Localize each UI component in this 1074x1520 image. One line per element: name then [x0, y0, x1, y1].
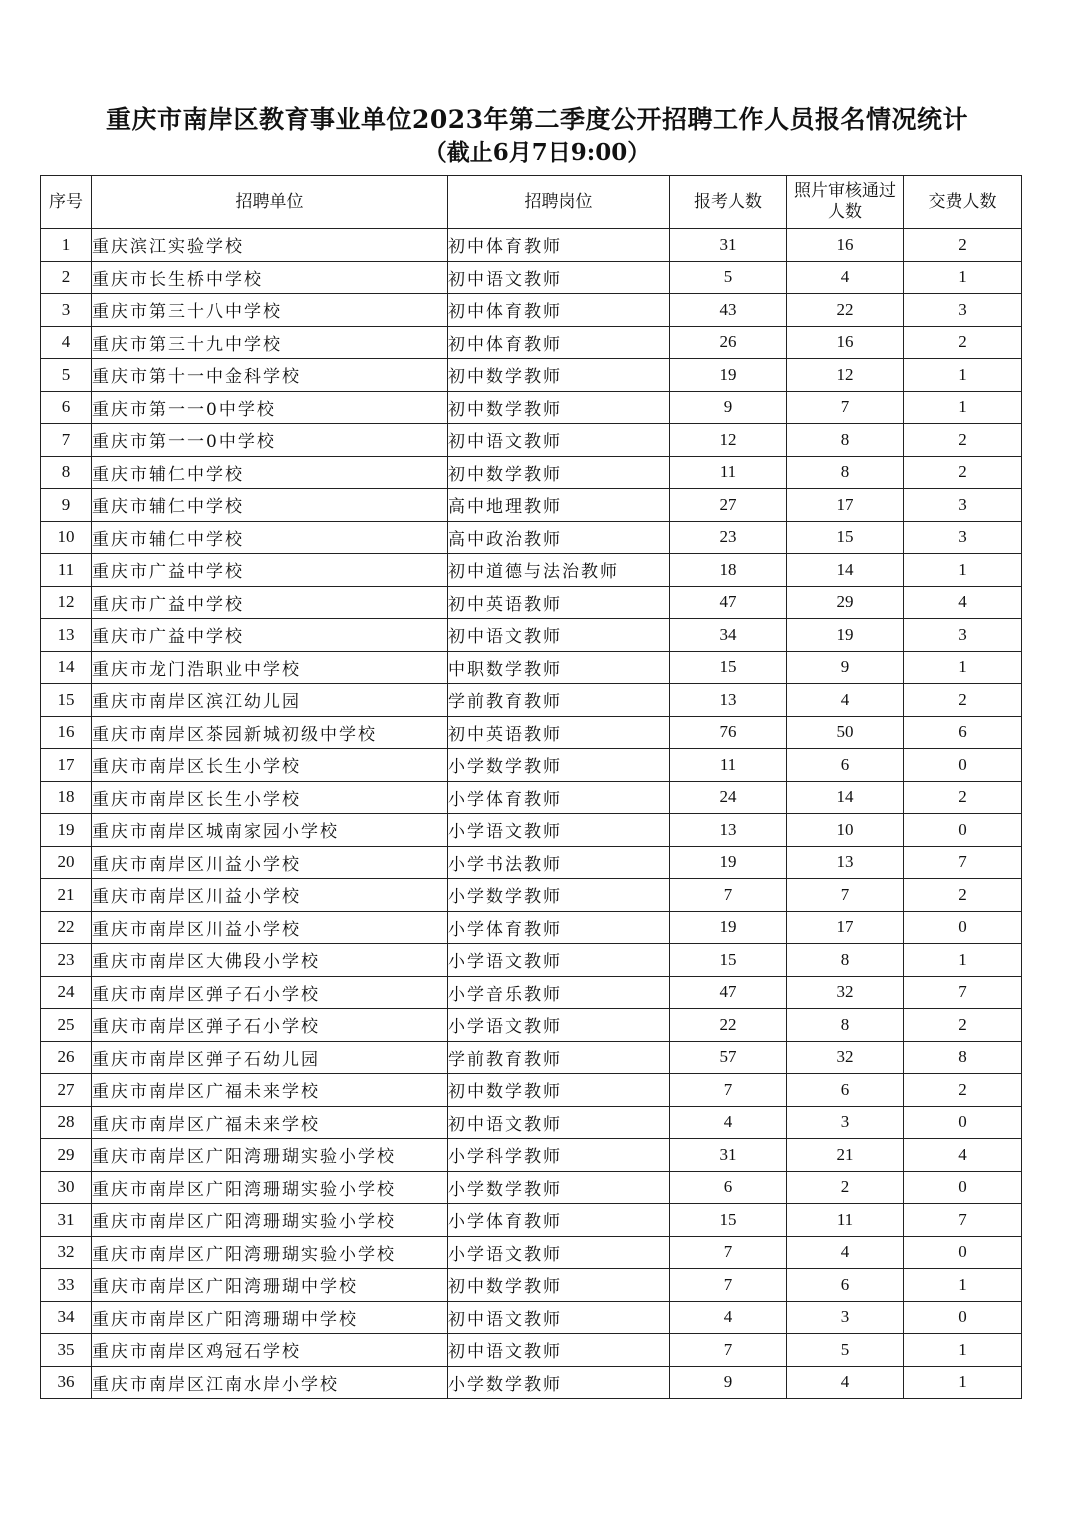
table-row [41, 1269, 1022, 1302]
applicant-count: 4 [670, 1301, 787, 1334]
applicant-count: 19 [670, 911, 787, 944]
photo-approved-count: 2 [787, 1171, 904, 1204]
applicant-count: 15 [670, 651, 787, 684]
recruiting-unit: 重庆市南岸区广阳湾珊瑚实验小学校 [92, 1139, 448, 1172]
paid-count: 2 [904, 326, 1022, 359]
recruiting-post: 初中数学教师 [448, 391, 670, 424]
recruiting-post: 小学数学教师 [448, 879, 670, 912]
row-index: 33 [41, 1269, 92, 1302]
paid-count: 2 [904, 1009, 1022, 1042]
photo-approved-count: 11 [787, 1204, 904, 1237]
paid-count: 6 [904, 716, 1022, 749]
applicant-count: 18 [670, 554, 787, 587]
row-index: 1 [41, 229, 92, 262]
row-index: 7 [41, 424, 92, 457]
paid-count: 1 [904, 359, 1022, 392]
recruiting-unit: 重庆市第一一0中学校 [92, 424, 448, 457]
row-index: 4 [41, 326, 92, 359]
paid-count: 2 [904, 684, 1022, 717]
recruiting-unit: 重庆市南岸区大佛段小学校 [92, 944, 448, 977]
photo-approved-count: 6 [787, 1074, 904, 1107]
recruiting-unit: 重庆市辅仁中学校 [92, 521, 448, 554]
applicant-count: 43 [670, 294, 787, 327]
table-row [41, 1301, 1022, 1334]
table-row [41, 879, 1022, 912]
recruiting-post: 小学语文教师 [448, 814, 670, 847]
photo-approved-count: 4 [787, 684, 904, 717]
applicant-count: 7 [670, 1334, 787, 1367]
table-row [41, 326, 1022, 359]
photo-approved-count: 17 [787, 489, 904, 522]
document-title: 重庆市南岸区教育事业单位2023年第二季度公开招聘工作人员报名情况统计 [105, 105, 969, 134]
table-row [41, 294, 1022, 327]
recruiting-post: 高中政治教师 [448, 521, 670, 554]
table-row [41, 1139, 1022, 1172]
row-index: 22 [41, 911, 92, 944]
table-row [41, 1236, 1022, 1269]
recruiting-unit: 重庆市广益中学校 [92, 586, 448, 619]
paid-count: 2 [904, 879, 1022, 912]
row-index: 35 [41, 1334, 92, 1367]
photo-approved-count: 4 [787, 1236, 904, 1269]
paid-count: 2 [904, 1074, 1022, 1107]
applicant-count: 26 [670, 326, 787, 359]
table-row [41, 716, 1022, 749]
recruiting-unit: 重庆市南岸区广福未来学校 [92, 1074, 448, 1107]
table-row [41, 684, 1022, 717]
recruiting-unit: 重庆市第三十九中学校 [92, 326, 448, 359]
recruiting-unit: 重庆市长生桥中学校 [92, 261, 448, 294]
recruiting-unit: 重庆市第三十八中学校 [92, 294, 448, 327]
photo-approved-count: 8 [787, 424, 904, 457]
paid-count: 0 [904, 1236, 1022, 1269]
row-index: 25 [41, 1009, 92, 1042]
recruiting-post: 小学数学教师 [448, 749, 670, 782]
row-index: 20 [41, 846, 92, 879]
row-index: 8 [41, 456, 92, 489]
applicant-count: 19 [670, 846, 787, 879]
row-index: 29 [41, 1139, 92, 1172]
table-body [41, 229, 1022, 1399]
paid-count: 1 [904, 554, 1022, 587]
photo-approved-count: 16 [787, 229, 904, 262]
paid-count: 1 [904, 1366, 1022, 1399]
photo-approved-count: 9 [787, 651, 904, 684]
recruiting-post: 初中数学教师 [448, 1269, 670, 1302]
recruiting-unit: 重庆市南岸区广阳湾珊瑚实验小学校 [92, 1204, 448, 1237]
paid-count: 0 [904, 911, 1022, 944]
table-row [41, 521, 1022, 554]
row-index: 28 [41, 1106, 92, 1139]
table-row [41, 846, 1022, 879]
paid-count: 7 [904, 976, 1022, 1009]
recruiting-post: 初中英语教师 [448, 716, 670, 749]
table-row [41, 1334, 1022, 1367]
photo-approved-count: 22 [787, 294, 904, 327]
photo-approved-count: 4 [787, 1366, 904, 1399]
applicant-count: 13 [670, 684, 787, 717]
recruiting-post: 初中语文教师 [448, 1301, 670, 1334]
paid-count: 1 [904, 1334, 1022, 1367]
table-row [41, 359, 1022, 392]
recruiting-unit: 重庆市南岸区江南水岸小学校 [92, 1366, 448, 1399]
recruiting-unit: 重庆市广益中学校 [92, 554, 448, 587]
photo-approved-count: 8 [787, 456, 904, 489]
applicant-count: 9 [670, 391, 787, 424]
row-index: 11 [41, 554, 92, 587]
row-index: 31 [41, 1204, 92, 1237]
header-index: 序号 [41, 176, 92, 229]
table-row [41, 261, 1022, 294]
table-row [41, 944, 1022, 977]
paid-count: 0 [904, 749, 1022, 782]
photo-approved-count: 17 [787, 911, 904, 944]
photo-approved-count: 7 [787, 391, 904, 424]
applicant-count: 19 [670, 359, 787, 392]
paid-count: 0 [904, 814, 1022, 847]
paid-count: 2 [904, 456, 1022, 489]
header-unit: 招聘单位 [92, 176, 448, 229]
row-index: 14 [41, 651, 92, 684]
table-row [41, 619, 1022, 652]
table-row [41, 911, 1022, 944]
recruiting-post: 初中语文教师 [448, 1106, 670, 1139]
recruiting-unit: 重庆市广益中学校 [92, 619, 448, 652]
applicant-count: 12 [670, 424, 787, 457]
row-index: 32 [41, 1236, 92, 1269]
table-row [41, 814, 1022, 847]
applicant-count: 15 [670, 1204, 787, 1237]
recruiting-post: 初中数学教师 [448, 359, 670, 392]
paid-count: 3 [904, 489, 1022, 522]
paid-count: 0 [904, 1171, 1022, 1204]
recruiting-post: 初中体育教师 [448, 326, 670, 359]
recruiting-post: 小学音乐教师 [448, 976, 670, 1009]
header-photo-approved: 照片审核通过人数 [787, 176, 904, 229]
applicant-count: 47 [670, 976, 787, 1009]
row-index: 26 [41, 1041, 92, 1074]
table-row [41, 489, 1022, 522]
recruiting-unit: 重庆市辅仁中学校 [92, 456, 448, 489]
recruiting-post: 学前教育教师 [448, 684, 670, 717]
paid-count: 1 [904, 261, 1022, 294]
recruiting-unit: 重庆市南岸区川益小学校 [92, 879, 448, 912]
applicant-count: 57 [670, 1041, 787, 1074]
paid-count: 4 [904, 1139, 1022, 1172]
applicant-count: 22 [670, 1009, 787, 1042]
table-row [41, 1171, 1022, 1204]
row-index: 13 [41, 619, 92, 652]
photo-approved-count: 13 [787, 846, 904, 879]
recruiting-unit: 重庆市南岸区广阳湾珊瑚中学校 [92, 1269, 448, 1302]
applicant-count: 76 [670, 716, 787, 749]
row-index: 34 [41, 1301, 92, 1334]
applicant-count: 7 [670, 1074, 787, 1107]
recruiting-post: 小学体育教师 [448, 781, 670, 814]
table-row [41, 781, 1022, 814]
row-index: 9 [41, 489, 92, 522]
document-subtitle: （截止6月7日9:00） [423, 139, 651, 166]
paid-count: 1 [904, 1269, 1022, 1302]
recruiting-unit: 重庆市南岸区川益小学校 [92, 911, 448, 944]
paid-count: 8 [904, 1041, 1022, 1074]
paid-count: 7 [904, 1204, 1022, 1237]
recruiting-post: 小学数学教师 [448, 1171, 670, 1204]
registration-table [40, 175, 1022, 1399]
recruiting-unit: 重庆滨江实验学校 [92, 229, 448, 262]
recruiting-unit: 重庆市南岸区茶园新城初级中学校 [92, 716, 448, 749]
recruiting-unit: 重庆市南岸区弹子石小学校 [92, 976, 448, 1009]
photo-approved-count: 14 [787, 554, 904, 587]
recruiting-unit: 重庆市南岸区广阳湾珊瑚实验小学校 [92, 1171, 448, 1204]
row-index: 19 [41, 814, 92, 847]
paid-count: 2 [904, 781, 1022, 814]
applicant-count: 7 [670, 879, 787, 912]
table-row [41, 976, 1022, 1009]
row-index: 10 [41, 521, 92, 554]
applicant-count: 6 [670, 1171, 787, 1204]
row-index: 5 [41, 359, 92, 392]
row-index: 17 [41, 749, 92, 782]
photo-approved-count: 8 [787, 944, 904, 977]
row-index: 18 [41, 781, 92, 814]
recruiting-unit: 重庆市龙门浩职业中学校 [92, 651, 448, 684]
applicant-count: 23 [670, 521, 787, 554]
photo-approved-count: 4 [787, 261, 904, 294]
applicant-count: 5 [670, 261, 787, 294]
photo-approved-count: 16 [787, 326, 904, 359]
recruiting-post: 初中语文教师 [448, 424, 670, 457]
table-row [41, 391, 1022, 424]
row-index: 2 [41, 261, 92, 294]
recruiting-post: 高中地理教师 [448, 489, 670, 522]
recruiting-unit: 重庆市第十一中金科学校 [92, 359, 448, 392]
table-row [41, 749, 1022, 782]
applicant-count: 15 [670, 944, 787, 977]
paid-count: 1 [904, 651, 1022, 684]
paid-count: 2 [904, 229, 1022, 262]
photo-approved-count: 5 [787, 1334, 904, 1367]
recruiting-unit: 重庆市南岸区长生小学校 [92, 749, 448, 782]
header-paid: 交费人数 [904, 176, 1022, 229]
paid-count: 1 [904, 391, 1022, 424]
paid-count: 0 [904, 1106, 1022, 1139]
recruiting-post: 初中数学教师 [448, 1074, 670, 1107]
paid-count: 1 [904, 944, 1022, 977]
recruiting-post: 初中语文教师 [448, 261, 670, 294]
applicant-count: 7 [670, 1269, 787, 1302]
applicant-count: 13 [670, 814, 787, 847]
photo-approved-count: 6 [787, 749, 904, 782]
table-row [41, 1204, 1022, 1237]
header-post: 招聘岗位 [448, 176, 670, 229]
table-row [41, 1041, 1022, 1074]
applicant-count: 31 [670, 1139, 787, 1172]
paid-count: 3 [904, 521, 1022, 554]
paid-count: 3 [904, 619, 1022, 652]
recruiting-post: 小学书法教师 [448, 846, 670, 879]
table-row [41, 554, 1022, 587]
row-index: 23 [41, 944, 92, 977]
recruiting-post: 初中道德与法治教师 [448, 554, 670, 587]
row-index: 27 [41, 1074, 92, 1107]
photo-approved-count: 12 [787, 359, 904, 392]
photo-approved-count: 32 [787, 1041, 904, 1074]
recruiting-unit: 重庆市南岸区川益小学校 [92, 846, 448, 879]
applicant-count: 4 [670, 1106, 787, 1139]
recruiting-unit: 重庆市南岸区滨江幼儿园 [92, 684, 448, 717]
recruiting-post: 初中英语教师 [448, 586, 670, 619]
recruiting-unit: 重庆市南岸区广阳湾珊瑚实验小学校 [92, 1236, 448, 1269]
recruiting-unit: 重庆市第一一0中学校 [92, 391, 448, 424]
recruiting-unit: 重庆市南岸区鸡冠石学校 [92, 1334, 448, 1367]
photo-approved-count: 8 [787, 1009, 904, 1042]
recruiting-unit: 重庆市南岸区弹子石幼儿园 [92, 1041, 448, 1074]
recruiting-post: 初中语文教师 [448, 619, 670, 652]
photo-approved-count: 21 [787, 1139, 904, 1172]
recruiting-post: 中职数学教师 [448, 651, 670, 684]
row-index: 30 [41, 1171, 92, 1204]
applicant-count: 31 [670, 229, 787, 262]
table-row [41, 456, 1022, 489]
photo-approved-count: 10 [787, 814, 904, 847]
photo-approved-count: 3 [787, 1106, 904, 1139]
recruiting-post: 初中体育教师 [448, 294, 670, 327]
applicant-count: 27 [670, 489, 787, 522]
applicant-count: 7 [670, 1236, 787, 1269]
paid-count: 4 [904, 586, 1022, 619]
row-index: 24 [41, 976, 92, 1009]
table-row [41, 229, 1022, 262]
recruiting-post: 初中数学教师 [448, 456, 670, 489]
photo-approved-count: 14 [787, 781, 904, 814]
row-index: 15 [41, 684, 92, 717]
applicant-count: 47 [670, 586, 787, 619]
recruiting-post: 小学语文教师 [448, 944, 670, 977]
applicant-count: 9 [670, 1366, 787, 1399]
paid-count: 3 [904, 294, 1022, 327]
recruiting-unit: 重庆市南岸区长生小学校 [92, 781, 448, 814]
recruiting-post: 小学语文教师 [448, 1009, 670, 1042]
applicant-count: 34 [670, 619, 787, 652]
photo-approved-count: 6 [787, 1269, 904, 1302]
table-row [41, 1106, 1022, 1139]
table-row [41, 651, 1022, 684]
recruiting-post: 小学体育教师 [448, 1204, 670, 1237]
photo-approved-count: 29 [787, 586, 904, 619]
recruiting-unit: 重庆市南岸区弹子石小学校 [92, 1009, 448, 1042]
recruiting-unit: 重庆市辅仁中学校 [92, 489, 448, 522]
paid-count: 2 [904, 424, 1022, 457]
applicant-count: 11 [670, 456, 787, 489]
applicant-count: 24 [670, 781, 787, 814]
photo-approved-count: 32 [787, 976, 904, 1009]
row-index: 12 [41, 586, 92, 619]
recruiting-unit: 重庆市南岸区广福未来学校 [92, 1106, 448, 1139]
recruiting-post: 学前教育教师 [448, 1041, 670, 1074]
recruiting-post: 小学体育教师 [448, 911, 670, 944]
recruiting-post: 初中体育教师 [448, 229, 670, 262]
row-index: 36 [41, 1366, 92, 1399]
applicant-count: 11 [670, 749, 787, 782]
recruiting-post: 小学数学教师 [448, 1366, 670, 1399]
row-index: 3 [41, 294, 92, 327]
row-index: 6 [41, 391, 92, 424]
photo-approved-count: 19 [787, 619, 904, 652]
paid-count: 0 [904, 1301, 1022, 1334]
photo-approved-count: 3 [787, 1301, 904, 1334]
photo-approved-count: 7 [787, 879, 904, 912]
photo-approved-count: 50 [787, 716, 904, 749]
paid-count: 7 [904, 846, 1022, 879]
photo-approved-count: 15 [787, 521, 904, 554]
table-row [41, 1366, 1022, 1399]
recruiting-post: 初中语文教师 [448, 1334, 670, 1367]
recruiting-post: 小学科学教师 [448, 1139, 670, 1172]
recruiting-post: 小学语文教师 [448, 1236, 670, 1269]
table-row [41, 1074, 1022, 1107]
row-index: 21 [41, 879, 92, 912]
table-row [41, 1009, 1022, 1042]
table-row [41, 424, 1022, 457]
table-row [41, 586, 1022, 619]
row-index: 16 [41, 716, 92, 749]
recruiting-unit: 重庆市南岸区城南家园小学校 [92, 814, 448, 847]
header-applicants: 报考人数 [670, 176, 787, 229]
table-header-row [41, 176, 1022, 229]
recruiting-unit: 重庆市南岸区广阳湾珊瑚中学校 [92, 1301, 448, 1334]
